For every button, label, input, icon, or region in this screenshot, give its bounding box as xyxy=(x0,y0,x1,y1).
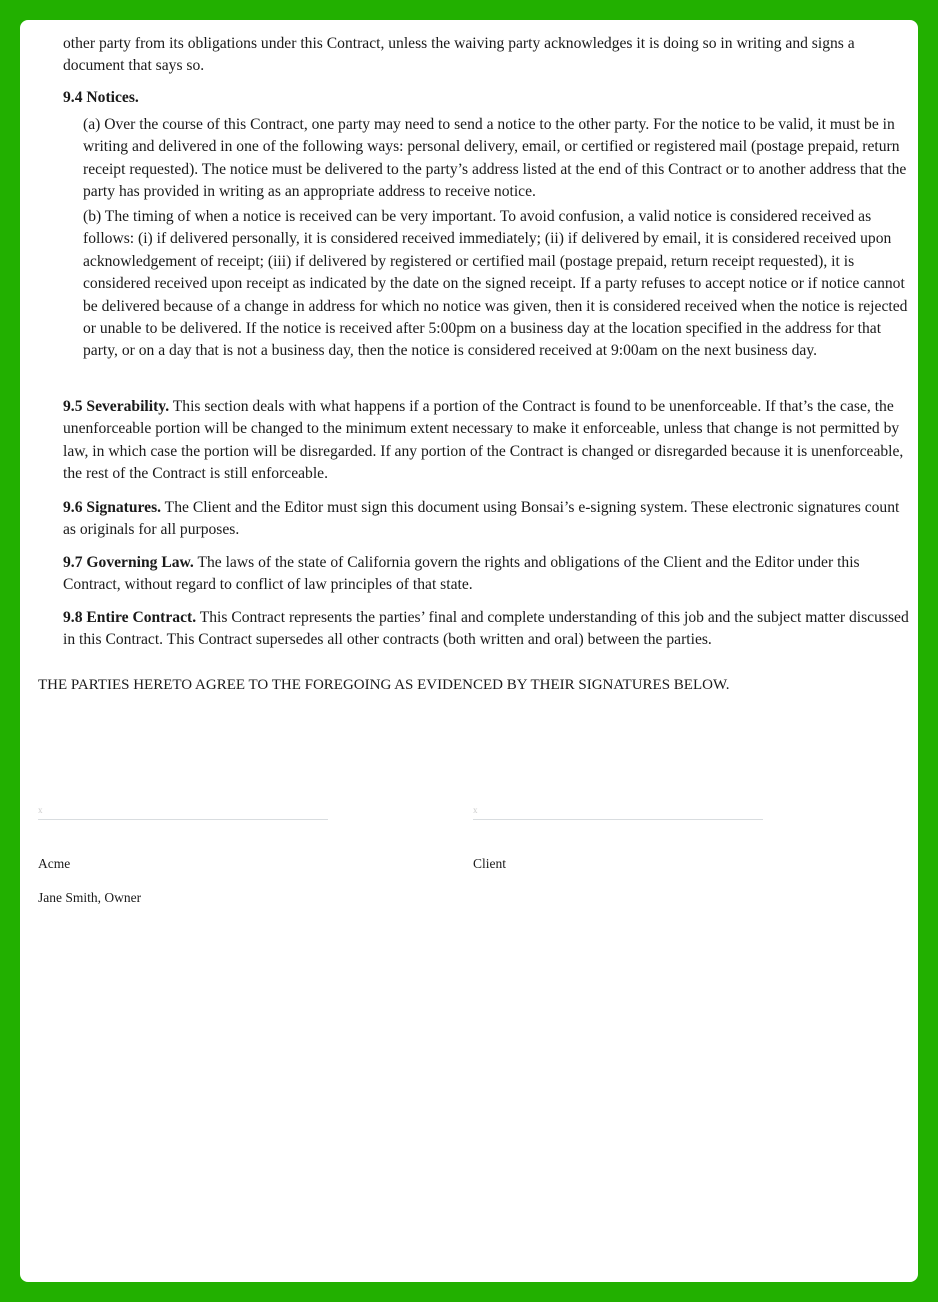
left-signer-name: Jane Smith, Owner xyxy=(38,890,142,905)
section-signatures: 9.6 Signatures. The Client and the Editor must sign this document using Bonsai’s e-signing system. These electronic signatures count as originals for all purposes. xyxy=(63,499,900,539)
left-party-name: Acme xyxy=(38,856,71,871)
section-heading: 9.5 Severability. xyxy=(63,398,170,415)
section-severability: 9.5 Severability. This section deals with what happens if a portion of the Contract is found to be unenforceable. If that’s the case, the unenforceable portion will be changed to the minimum extent necessary to make it enforceable, unless that change is not permitted by law, in which case the portion will be disregarded. If any portion of the Contract is changed or disregarded because it is unenforceable, the rest of the Contract is still enforceable. xyxy=(63,398,904,483)
section-heading-notices: 9.4 Notices. xyxy=(63,89,139,106)
agreement-statement: THE PARTIES HERETO AGREE TO THE FOREGOING AS EVIDENCED BY THEIR SIGNATURES BELOW. xyxy=(38,677,730,693)
waiver-continuation: other party from its obligations under this Contract, unless the waiving party acknowledges it is doing so in writing and signs a document that says so. xyxy=(63,35,855,75)
section-entire-contract: 9.8 Entire Contract. This Contract represents the parties’ final and complete understanding of this job and the subject matter discussed in this Contract. This Contract supersedes all other contracts (both written and oral) between the parties. xyxy=(63,609,909,649)
notices-paragraph-b: (b) The timing of when a notice is received can be very important. To avoid confusion, a valid notice is considered received as follows: (i) if delivered personally, it is considered received immediately; (ii) if delivered by email, it is considered received upon acknowledgement of receipt; (iii) if delivered by registered or certified mail (postage prepaid, return receipt requested), it is considered received upon receipt as indicated by the date on the signed receipt. If a party refuses to accept notice or if notice cannot be delivered because of a change in address for which no notice was given, then it is considered received when the notice is rejected or unable to be delivered. If the notice is received after 5:00pm on a business day at the location specified in the address for that party, or on a day that is not a business day, then the notice is considered received at 9:00am on the next business day. xyxy=(83,208,908,360)
section-heading: 9.6 Signatures. xyxy=(63,499,162,516)
right-party-name: Client xyxy=(473,856,506,871)
signature-field-client[interactable]: x xyxy=(473,805,763,820)
section-heading: 9.8 Entire Contract. xyxy=(63,609,197,626)
section-governing-law: 9.7 Governing Law. The laws of the state of California govern the rights and obligations of the Client and the Editor under this Contract, without regard to conflict of law principles of that state. xyxy=(63,554,860,594)
section-heading: 9.7 Governing Law. xyxy=(63,554,194,571)
notices-paragraph-a: (a) Over the course of this Contract, one party may need to send a notice to the other party. For the notice to be valid, it must be in writing and delivered in one of the following ways: personal delivery, email, or certified or registered mail (postage prepaid, return receipt requested). The notice must be delivered to the party’s address listed at the end of this Contract or to another address that the party has provided in writing as an appropriate address to receive notice. xyxy=(83,116,907,201)
signature-field-acme[interactable]: x xyxy=(38,805,328,820)
contract-page xyxy=(20,20,918,1282)
